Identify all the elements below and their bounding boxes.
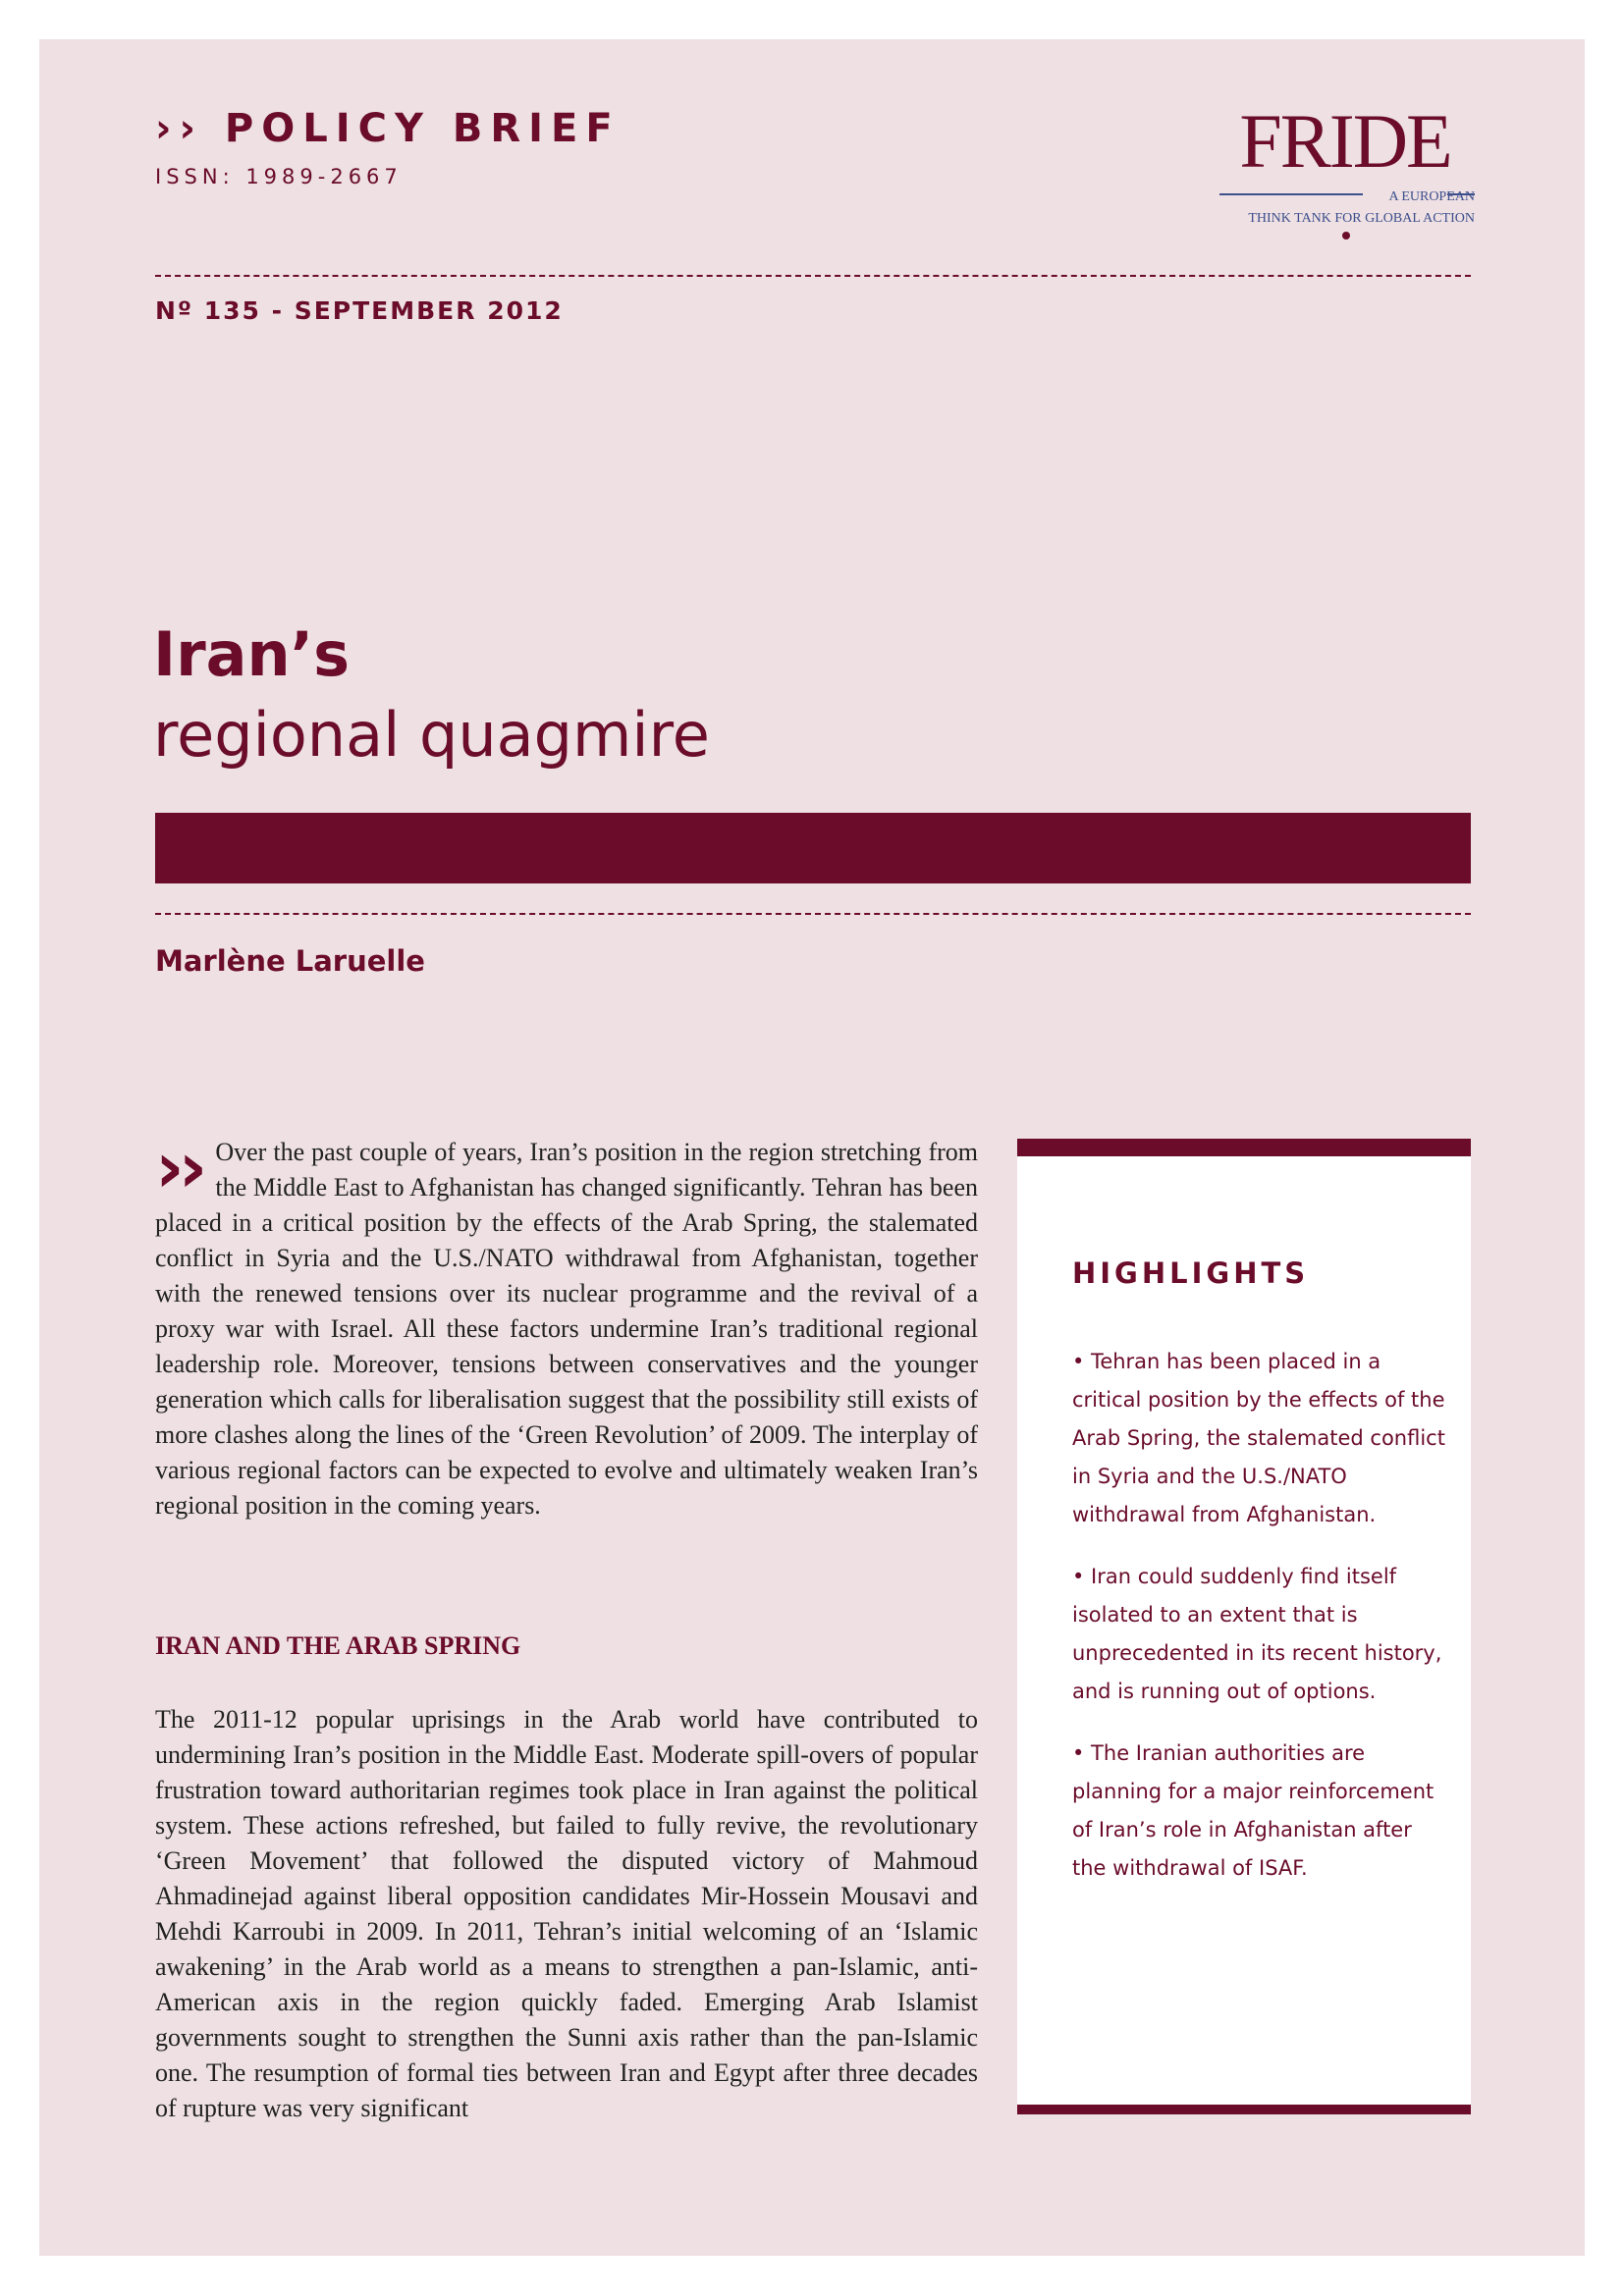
highlights-box [1017,1139,1471,2114]
header-divider [155,275,1471,277]
series-label: ›› POLICY BRIEF [155,106,621,151]
issn: ISSN: 1989-2667 [155,165,403,188]
intro-paragraph [155,1126,978,1523]
logo-tagline-1: A EUROPEAN [1388,189,1475,204]
highlights-list [1072,1343,1445,1911]
section-paragraph: The 2011-12 popular uprisings in the Arab world have contributed to undermining Iran’s position in the Middle East. Moderate spill-overs of popular frustration toward authoritarian regimes took place in Iran against the political system. These actions refreshed, but failed to fully revive, the revolutionary ‘Green Movement’ that followed the disputed victory of Mahmoud Ahmadinejad against liberal opposition candidates Mir-Hossein Mousavi and Mehdi Karroubi in 2009. In 2011, Tehran’s initial welcoming of an ‘Islamic awakening’ in the Arab world as a means to strengthen a pan-Islamic, anti-American axis in the region quickly faded. Emerging Arab Islamist governments sought to strengthen the Sunni axis rather than the pan-Islamic one. The resumption of formal ties between Iran and Egypt after three decades of rupture was very significant [155,1705,978,2122]
fride-logo [1208,98,1483,245]
issue-number: Nº 135 - SEPTEMBER 2012 [155,296,564,325]
highlights-title: HIGHLIGHTS [1072,1256,1310,1290]
author-divider [155,913,1471,915]
page-title-line-2: regional quagmire [153,699,710,771]
highlight-item: • Iran could suddenly find itself isolated to an extent that is unprecedented in its recent history, and is running out of options. [1072,1565,1442,1703]
author: Marlène Laruelle [155,944,425,978]
title-bar [155,813,1471,883]
highlight-item: • Tehran has been placed in a critical position by the effects of the Arab Spring, the stalemated conflict in Syria and the U.S./NATO withdrawal from Afghanistan. [1072,1350,1445,1526]
page-title-line-1: Iran’s [153,618,351,690]
quote-mark-icon: ›› [155,1126,202,1208]
logo-dot [1342,232,1350,240]
intro-text: Over the past couple of years, Iran’s position in the region stretching from the Middle East to Afghanistan has changed significantly. Tehran has been placed in a critical position by the effects of the Arab Spring, the stalemated conflict in Syria and the U.S./NATO withdrawal from Afghanistan, together with the renewed tensions over its nuclear programme and the revival of a proxy war with Israel. All these factors undermine Iran’s traditional regional leadership role. Moreover, tensions between conservatives and the younger generation which calls for liberalisation suggest that the possibility still exists of more clashes along the lines of the ‘Green Revolution’ of 2009. The interplay of various regional factors can be expected to evolve and ultimately weaken Iran’s regional position in the coming years. [155,1138,978,1520]
logo-wordmark: FRIDE [1239,98,1451,184]
highlight-item: • The Iranian authorities are planning for a major reinforcement of Iran’s role in Afghanistan after the withdrawal of ISAF. [1072,1741,1435,1880]
logo-tagline-2: THINK TANK FOR GLOBAL ACTION [1248,211,1475,226]
section-heading: IRAN AND THE ARAB SPRING [155,1631,521,1660]
